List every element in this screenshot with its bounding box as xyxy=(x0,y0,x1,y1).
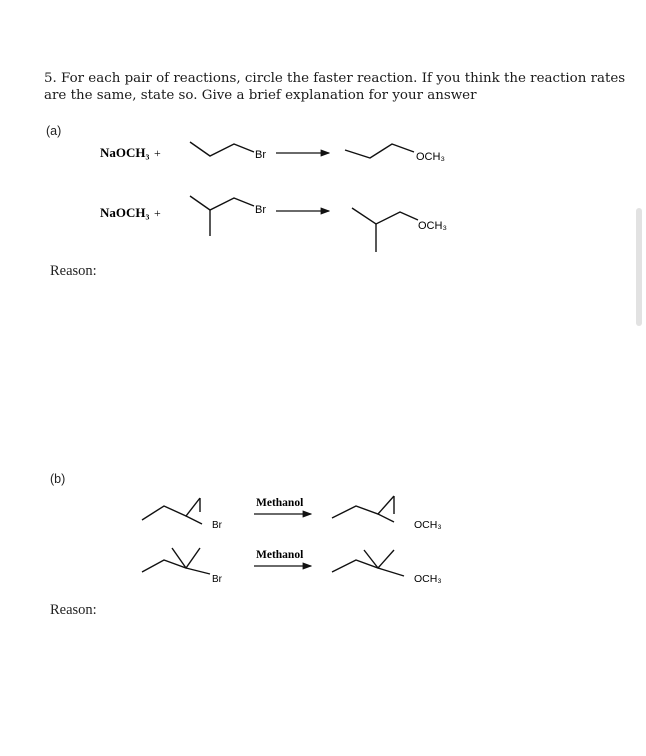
part-a-label: (a) xyxy=(46,124,62,138)
methyl-branch xyxy=(378,514,394,522)
part-b-reaction-1 xyxy=(142,496,442,531)
part-b-label: (b) xyxy=(50,472,66,486)
methoxy-group: OCH₃ xyxy=(418,220,447,232)
plus-sign: + xyxy=(154,206,161,220)
plus-sign: + xyxy=(154,146,161,160)
c-o-bond xyxy=(378,568,404,576)
question-text: 5. For each pair of reactions, circle the faster reaction. If you think the reaction rates are the same, state so. Give a brief explanation for your answer xyxy=(44,71,626,103)
part-a-reaction-1 xyxy=(100,142,445,163)
n-propyl-chain-product xyxy=(345,144,414,158)
secondary-alkyl-chain-product xyxy=(332,496,394,518)
secondary-alkyl-chain xyxy=(142,498,200,520)
bromine-leaving-group: Br xyxy=(255,149,266,161)
vertical-scrollbar[interactable] xyxy=(636,208,642,326)
methoxy-group: OCH₃ xyxy=(414,573,442,585)
methoxy-group: OCH₃ xyxy=(414,519,442,531)
methyl-branch xyxy=(186,516,202,524)
methanol-solvent-label: Methanol xyxy=(256,549,304,561)
methoxy-group: OCH₃ xyxy=(416,151,445,163)
tertiary-alkyl-chain-product xyxy=(332,550,394,572)
part-b-reaction-2 xyxy=(142,548,442,585)
tertiary-alkyl-chain xyxy=(142,548,200,572)
c-br-bond xyxy=(186,568,210,574)
bromine-leaving-group: Br xyxy=(212,574,222,585)
sodium-methoxide-reagent: NaOCH₃ xyxy=(100,145,150,160)
n-propyl-chain xyxy=(190,142,254,156)
sodium-methoxide-reagent: NaOCH₃ xyxy=(100,205,150,220)
isobutyl-chain-product xyxy=(352,208,418,224)
isobutyl-chain xyxy=(190,196,254,210)
part-a-reaction-2 xyxy=(100,196,447,252)
part-b-reason-label: Reason: xyxy=(50,602,97,618)
part-a-reason-label: Reason: xyxy=(50,263,97,279)
methanol-solvent-label: Methanol xyxy=(256,497,304,509)
bromine-leaving-group: Br xyxy=(212,520,222,531)
bromine-leaving-group: Br xyxy=(255,204,266,216)
